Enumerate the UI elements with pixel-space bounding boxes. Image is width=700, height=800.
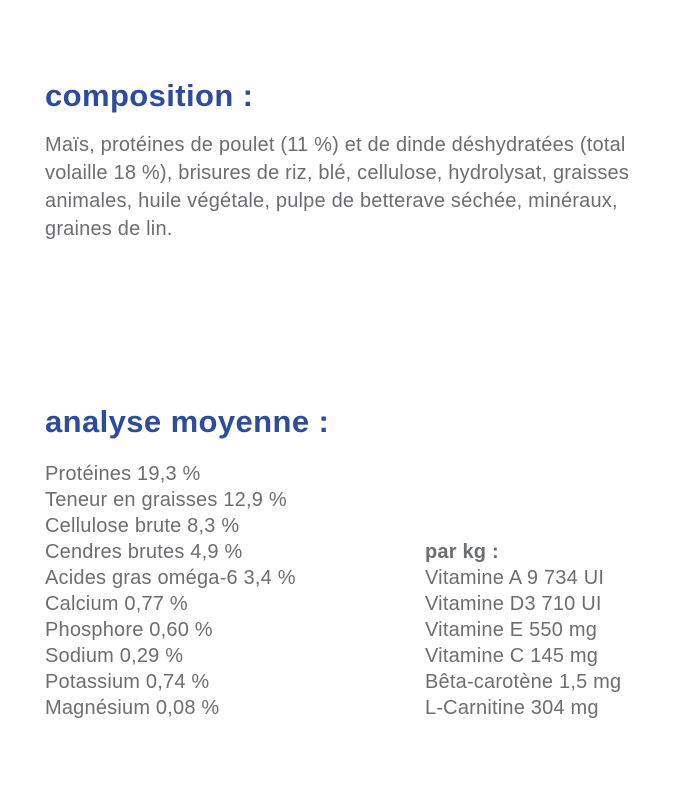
vitamin-item: Vitamine C 145 mg: [425, 644, 599, 667]
nutrient-item: Cellulose brute 8,3 %: [45, 514, 240, 537]
composition-text: Maïs, protéines de poulet (11 %) et de dinde déshydratées (total volaille 18 %), brisures de riz, blé, cellulose, hydrolysat, graisses animales, huile végétale, pulpe de betterave séchée, minéraux, graines de lin.: [45, 133, 630, 240]
nutrient-item: Sodium 0,29 %: [45, 644, 184, 667]
vitamin-item: Vitamine E 550 mg: [425, 618, 598, 641]
nutrient-item: Calcium 0,77 %: [45, 592, 188, 615]
vitamin-item: Vitamine D3 710 UI: [425, 592, 602, 615]
nutrient-item: Cendres brutes 4,9 %: [45, 540, 243, 563]
analysis-columns: [45, 461, 664, 721]
nutrient-item: Teneur en graisses 12,9 %: [45, 488, 287, 511]
nutrient-item: Protéines 19,3 %: [45, 462, 201, 485]
vitamin-item: Vitamine A 9 734 UI: [425, 566, 605, 589]
nutrient-item: Potassium 0,74 %: [45, 670, 210, 693]
vitamin-list: [425, 565, 621, 721]
nutrient-item: Acides gras oméga-6 3,4 %: [45, 566, 296, 589]
analysis-section: [45, 404, 664, 721]
vitamin-item: L-Carnitine 304 mg: [425, 696, 599, 719]
nutrient-item: Phosphore 0,60 %: [45, 618, 213, 641]
per-kg-column: [425, 539, 621, 721]
composition-heading: composition :: [45, 78, 254, 113]
per-kg-label: par kg :: [425, 540, 499, 563]
vitamin-item: Bêta-carotène 1,5 mg: [425, 670, 622, 693]
composition-section: [45, 78, 664, 243]
analysis-heading: analyse moyenne :: [45, 404, 330, 439]
nutrient-item: Magnésium 0,08 %: [45, 696, 220, 719]
